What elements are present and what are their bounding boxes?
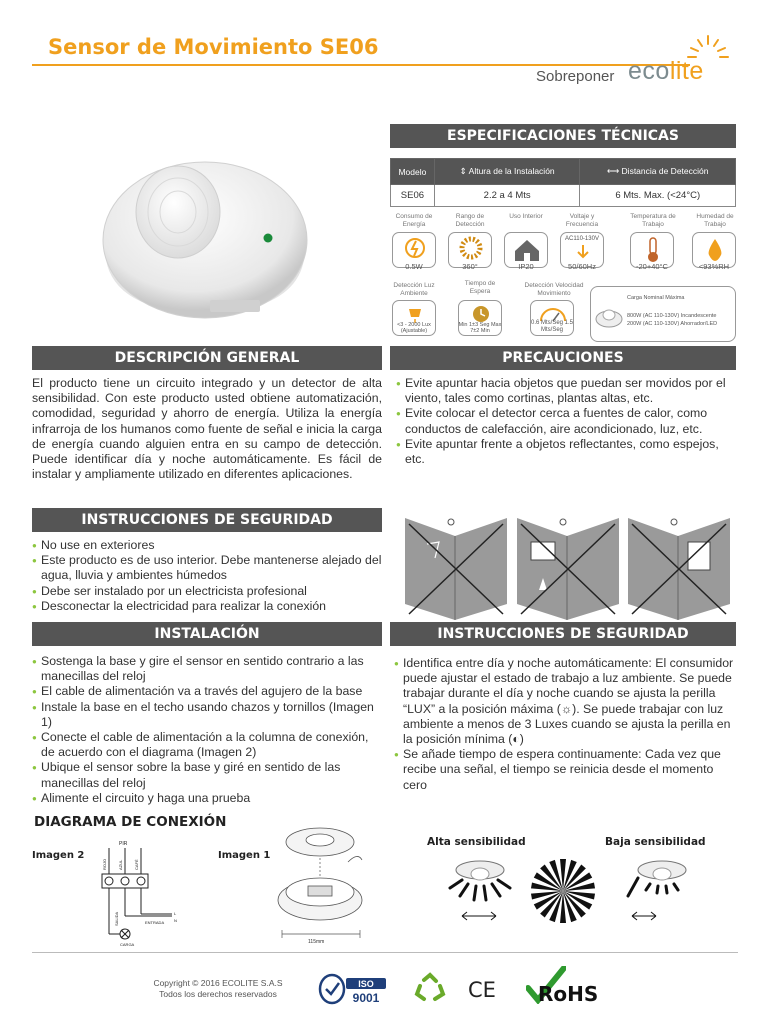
precautions-heading: PRECAUCIONES xyxy=(390,346,736,370)
table-cell-height: 2.2 a 4 Mts xyxy=(434,185,580,207)
salida-label: SALIDA xyxy=(114,911,119,926)
rohs-text: RoHS xyxy=(538,982,599,1006)
spec-label-wait: Tiempo de Espera xyxy=(464,280,496,295)
low-sensitivity-sensor xyxy=(618,852,698,928)
list-item: ● Desconectar la electricidad para realizar la conexión xyxy=(32,599,382,614)
spec-value-power: 0.5W xyxy=(405,262,423,271)
carga-label: CARGA xyxy=(120,942,135,947)
table-header-height: ⇕ Altura de la Instalación xyxy=(434,159,580,185)
iso-9001-badge xyxy=(318,972,390,1006)
spec-value-humidity: <93%RH xyxy=(698,262,730,271)
room-diagram-mirror xyxy=(628,518,730,620)
rohs-badge xyxy=(526,966,610,1006)
spec-value-range: 360° xyxy=(462,262,478,271)
wire-label-brown: CAFÉ xyxy=(134,859,139,870)
dimension-label: 115mm xyxy=(308,939,325,945)
copyright: Copyright © 2016 ECOLITE S.A.S Todos los derechos reservados xyxy=(153,978,283,999)
precautions-list xyxy=(396,376,734,467)
list-item: ● No use en exteriores xyxy=(32,538,382,553)
list-item: ● Alimente el circuito y haga una prueba xyxy=(32,791,382,806)
installation-list xyxy=(32,654,382,806)
base-mount-drawing xyxy=(274,822,380,946)
specs-table xyxy=(390,158,736,207)
table-cell-model: SE06 xyxy=(391,185,435,207)
load-line-1: 800W (AC 110-130V) Incandescente xyxy=(627,313,717,319)
spec-value-wait: Min 1±3 Seg Max 7±2 Min xyxy=(458,322,502,334)
svg-text:9001: 9001 xyxy=(352,991,380,1005)
wiring-diagram xyxy=(90,836,190,948)
diagram-heading: DIAGRAMA DE CONEXIÓN xyxy=(34,814,227,830)
spec-label-light: Detección Luz Ambiente xyxy=(393,282,435,297)
spec-value-voltage-range: AC110-130V xyxy=(565,236,599,242)
safety2-heading: INSTRUCCIONES DE SEGURIDAD xyxy=(390,622,736,646)
ecolite-logo xyxy=(628,30,738,100)
list-item: ● Evite colocar el detector cerca a fuentes de calor, como conductos de calefacción, aire acondicionado, luz, etc. xyxy=(396,406,734,436)
n-label: N xyxy=(174,918,177,923)
list-item: ● Evite apuntar hacia objetos que puedan ser movidos por el viento, tales como cortinas, plantas altas, etc. xyxy=(396,376,734,406)
specs-heading: ESPECIFICACIONES TÉCNICAS xyxy=(390,124,736,148)
spec-value-indoor: IP20 xyxy=(518,262,534,271)
load-box xyxy=(590,286,736,342)
high-sensitivity-sensor xyxy=(440,852,520,928)
l-label: L xyxy=(174,911,177,916)
list-item: ● Este producto es de uso interior. Debe mantenerse alejado del agua, lluvia y ambientes húmedos xyxy=(32,553,382,583)
list-item: ● Sostenga la base y gire el sensor en sentido contrario a las manecillas del reloj xyxy=(32,654,382,684)
spec-label-range: Rango de Detección xyxy=(455,213,485,228)
list-item: ● Ubique el sensor sobre la base y giré en sentido de las manecillas del reloj xyxy=(32,760,382,790)
room-diagram-wind xyxy=(405,518,507,620)
safety-heading: INSTRUCCIONES DE SEGURIDAD xyxy=(32,508,382,532)
spec-value-voltage: 50/60Hz xyxy=(568,262,596,271)
spec-value-temperature: -20+40°C xyxy=(636,262,668,271)
list-item: ● Debe ser instalado por un electricista profesional xyxy=(32,584,382,599)
svg-text:ISO: ISO xyxy=(358,979,374,989)
recycle-icon xyxy=(414,972,446,1004)
page-subtitle: Sobreponer xyxy=(536,68,615,85)
footer-divider xyxy=(32,952,738,953)
safety-list xyxy=(32,538,382,614)
list-item: ● Se añade tiempo de espera continuamente: Cada vez que recibe una señal, el tiempo se reinicia desde el momento cero xyxy=(394,747,736,793)
list-item: ● Conecte el cable de alimentación a la columna de conexión, de acuerdo con el diagrama (Imagen 2) xyxy=(32,730,382,760)
spec-label-indoor: Uso Interior xyxy=(509,213,543,220)
list-item: ● El cable de alimentación va a través del agujero de la base xyxy=(32,684,382,699)
product-photo xyxy=(60,100,350,340)
ce-mark: CE xyxy=(468,978,496,1002)
pir-label: PIR xyxy=(119,841,128,847)
logo-text: ecolite xyxy=(628,57,704,85)
load-line-2: 200W (AC 110-130V) Ahorrador/LED xyxy=(627,321,718,327)
list-item: ● Identifica entre día y noche automáticamente: El consumidor puede ajustar el estado de trabajo a luz ambiente. Se puede trabajar durante el día y noche cuando se ajusta la perilla “LUX” a la posición máxima (☼). Se puede trabajar con luz ambiente a menos de 3 Luxes cuando se ajusta la perilla en la posición mínima (◐) xyxy=(394,656,736,747)
image2-label: Imagen 2 xyxy=(32,850,85,861)
spec-label-power: Consumo de Energía xyxy=(395,213,433,228)
installation-heading: INSTALACIÓN xyxy=(32,622,382,646)
image1-label: Imagen 1 xyxy=(218,850,271,861)
distance-icon: ⟷ xyxy=(606,166,622,176)
description-text: El producto tiene un circuito integrado y un detector de alta sensibilidad. Con este producto usted obtiene automatización, comodidad, seguridad y ahorro de energía. Utiliza la energía infrarroja de los humanos como fuente de señal e inicia la carga de energía cuando alguien entra en su campo de detección. Puede identificar día y noche automáticamente. Es fácil de instalar y ampliamente utilizado en diferentes aplicaciones. xyxy=(32,376,382,482)
table-header-distance: ⟷ Distancia de Detección xyxy=(580,159,736,185)
spec-label-voltage: Voltaje y Frecuencia xyxy=(565,213,599,228)
low-sensitivity-label: Baja sensibilidad xyxy=(605,836,706,848)
detection-pattern-icon xyxy=(530,858,596,924)
title-underline xyxy=(32,64,690,66)
spec-value-light: <3 - 2000 Lux (Ajustable) xyxy=(397,322,431,334)
room-diagram-heat xyxy=(517,518,619,620)
wire-label-red: ROJO xyxy=(102,858,107,870)
entrada-label: ENTRADA xyxy=(145,920,165,925)
height-icon: ⇕ xyxy=(459,166,469,176)
spec-label-speed: Detección Velocidad Movimiento xyxy=(524,282,584,297)
load-title: Carga Nominal Máxima xyxy=(627,295,685,301)
description-heading: DESCRIPCIÓN GENERAL xyxy=(32,346,382,370)
page-title: Sensor de Movimiento SE06 xyxy=(48,35,379,59)
spec-label-temperature: Temperatura de Trabajo xyxy=(630,213,676,228)
wire-label-blue: AZUL xyxy=(118,859,123,870)
table-cell-distance: 6 Mts. Max. (<24°C) xyxy=(580,185,736,207)
spec-label-humidity: Humedad de Trabajo xyxy=(696,213,734,228)
list-item: ● Instale la base en el techo usando chazos y tornillos (Imagen 1) xyxy=(32,700,382,730)
list-item: ● Evite apuntar frente a objetos reflectantes, como espejos, etc. xyxy=(396,437,734,467)
sensor-icon xyxy=(593,299,625,331)
high-sensitivity-label: Alta sensibilidad xyxy=(427,836,526,848)
safety2-list xyxy=(394,656,736,793)
spec-value-speed: 0.6 Mts/Seg 1.5 Mts/Seg xyxy=(530,320,574,333)
table-header-model: Modelo xyxy=(391,159,435,185)
